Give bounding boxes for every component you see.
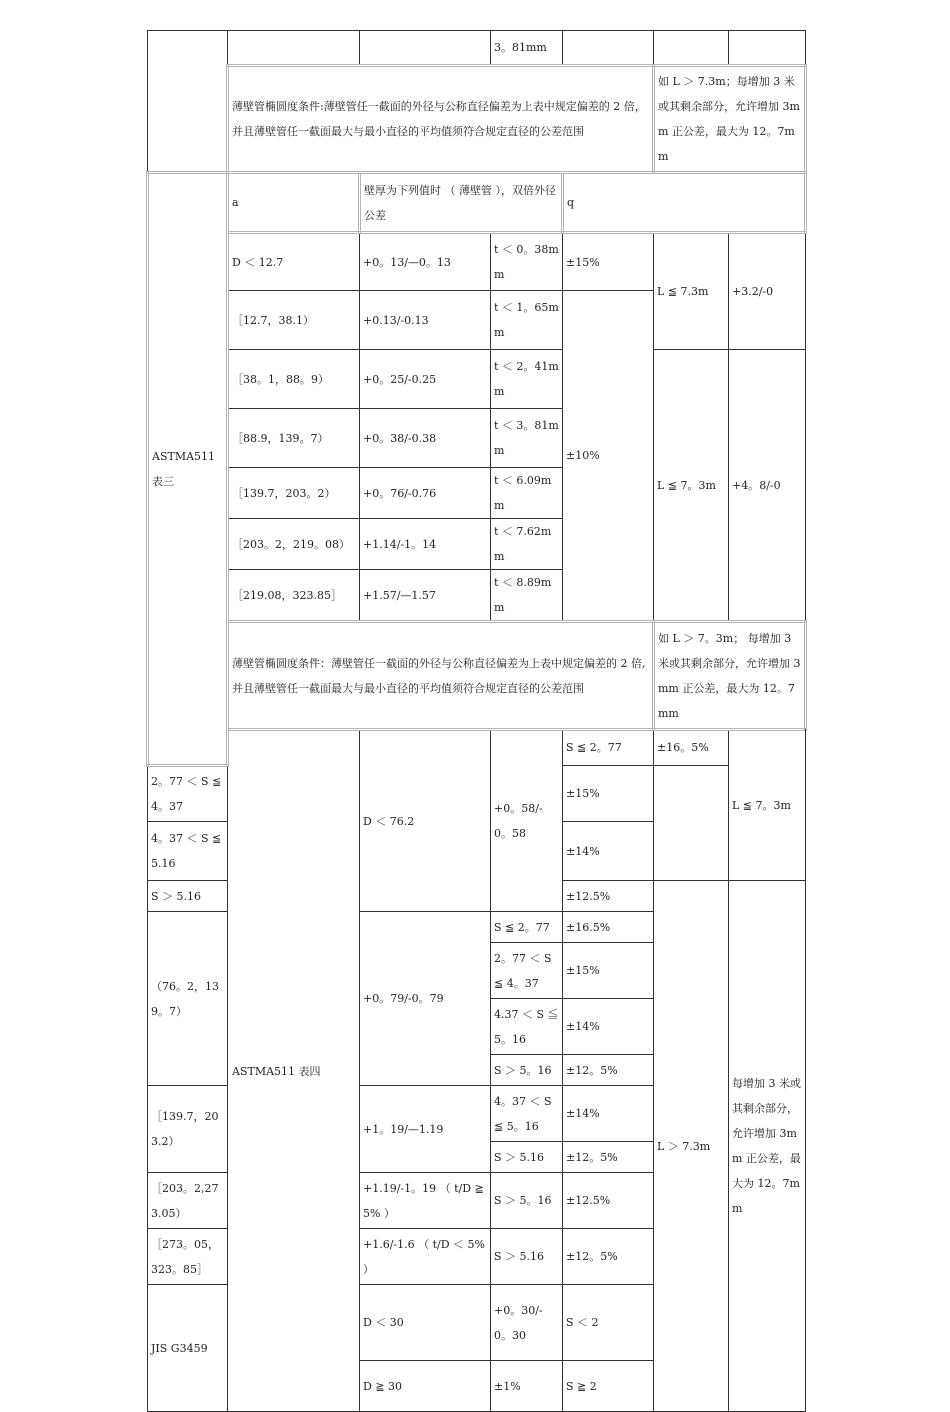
length-cell: L ≦ 7。3m <box>654 350 729 622</box>
tolerance-cell: +1。19/—1.19 <box>360 1086 491 1173</box>
length-cell <box>654 31 729 66</box>
table-row <box>148 350 806 409</box>
range-cell: D ＜ 12.7 <box>228 233 360 291</box>
tolerance-cell: +0。76/-0.76 <box>360 468 491 519</box>
tolerance-cell: ±1% <box>491 1361 563 1412</box>
range-cell: ［219.08，323.85］ <box>228 570 360 622</box>
table-row <box>148 233 806 291</box>
tolerance-cell: +1.14/-1。14 <box>360 519 491 570</box>
standard-label: JIS G3459 <box>148 1285 228 1412</box>
length-cell: L ＞ 7.3m <box>654 881 729 1412</box>
range-cell: ［203。2，219。08） <box>228 519 360 570</box>
wall-cell: S ＞ 5.16 <box>148 881 228 912</box>
range-cell: （76。2，139。7） <box>148 912 228 1086</box>
percent-cell: ±14% <box>563 1086 654 1142</box>
percent-cell: ±16。5% <box>654 730 729 766</box>
standard-label-cell <box>148 31 228 173</box>
percent-cell: ±16.5% <box>563 912 654 943</box>
wall-cell: 4。37 ＜ S ≦ 5.16 <box>148 822 228 881</box>
percent-cell: ±12.5% <box>563 1173 654 1229</box>
length-note: 如 L ＞ 7.3m；每增加 3 米或其剩余部分，允许增加 3mm 正公差，最大为 12。7mm <box>654 66 806 173</box>
tolerance-cell <box>360 31 491 66</box>
range-cell: D ≧ 30 <box>360 1361 491 1412</box>
wall-cell: S ＞ 5。16 <box>491 1055 563 1086</box>
percent-cell: ±15% <box>563 233 654 291</box>
wall-cell: 2。77 ＜ S ≦ 4。37 <box>148 765 228 822</box>
tolerance-cell: +0。79/-0。79 <box>360 912 491 1086</box>
standard-label: ASTMA511 表四 <box>228 730 360 1412</box>
ovality-note: 薄壁管椭圆度条件:薄壁管任一截面的外径与公称直径偏差为上表中规定偏差的 2 倍，并且薄壁管任一截面最大与最小直径的平均值须符合规定直径的公差范围 <box>228 66 654 173</box>
length-cell: L ≦ 7。3m <box>729 730 806 881</box>
table-row <box>148 622 806 730</box>
tolerance-cell: +1.57/—1.57 <box>360 570 491 622</box>
wall-cell: 3。81mm <box>491 31 563 66</box>
table-row <box>148 730 806 766</box>
length-tolerance-cell: 每增加 3 米或其剩余部分，允许增加 3mm 正公差，最大为 12。7mm <box>729 881 806 1412</box>
percent-cell <box>563 31 654 66</box>
range-cell: ［88.9，139。7） <box>228 409 360 468</box>
wall-cell: S ≧ 2 <box>563 1361 654 1412</box>
standard-label: ASTMA511 表三 <box>148 173 228 766</box>
range-cell: ［139.7，203.2） <box>148 1086 228 1173</box>
percent-cell: ±12。5% <box>563 1229 654 1285</box>
tolerance-cell: +0.13/-0.13 <box>360 291 491 350</box>
length-tolerance-cell: +3.2/-0 <box>729 233 806 350</box>
ovality-note: 薄壁管椭圆度条件：薄壁管任一截面的外径与公称直径偏差为上表中规定偏差的 2 倍,并且薄壁管任一截面最大与最小直径的平均值须符合规定直径的公差范围 <box>228 622 654 730</box>
tolerance-cell: +1.19/-1。19 （ t/D ≧ 5% ） <box>360 1173 491 1229</box>
percent-cell: ±14% <box>563 999 654 1055</box>
tolerance-cell: +1.6/-1.6 （ t/D ＜ 5% ） <box>360 1229 491 1285</box>
percent-cell: ±14% <box>563 822 654 881</box>
tolerance-cell: +0。25/-0.25 <box>360 350 491 409</box>
range-cell: ［38。1，88。9） <box>228 350 360 409</box>
table-row <box>148 173 806 233</box>
wall-cell: S ＞ 5.16 <box>491 1142 563 1173</box>
length-cell: L ≦ 7.3m <box>654 233 729 350</box>
range-cell: ［139.7，203。2） <box>228 468 360 519</box>
wall-cell: S ＞ 5.16 <box>491 1229 563 1285</box>
table-row <box>148 31 806 66</box>
wall-cell: t ＜ 0。38mm <box>491 233 563 291</box>
percent-cell: ±12.5% <box>563 881 654 912</box>
table-row <box>148 66 806 173</box>
wall-cell: t ＜ 8.89mm <box>491 570 563 622</box>
percent-cell: ±10% <box>563 291 654 622</box>
range-cell: ［203。2,273.05） <box>148 1173 228 1229</box>
length-tolerance-cell: +4。8/-0 <box>729 350 806 622</box>
tolerance-cell: +0。58/-0。58 <box>491 730 563 912</box>
wall-cell: S ≦ 2。77 <box>563 730 654 766</box>
range-cell: D ＜ 76.2 <box>360 730 491 912</box>
wall-cell: S ≦ 2。77 <box>491 912 563 943</box>
wall-cell: t ＜ 1。65mm <box>491 291 563 350</box>
percent-cell: ±12。5% <box>563 1142 654 1173</box>
wall-cell: 4.37 ＜ S ≦ 5。16 <box>491 999 563 1055</box>
range-cell <box>228 31 360 66</box>
length-note: 如 L ＞ 7。3m； 每增加 3 米或其剩余部分，允许增加 3mm 正公差，最大为 12。7mm <box>654 622 806 730</box>
percent-cell: ±15% <box>563 765 654 822</box>
wall-cell: 2。77 ＜ S ≦ 4。37 <box>491 943 563 999</box>
wall-cell: t ＜ 2。41mm <box>491 350 563 409</box>
range-cell: D ＜ 30 <box>360 1285 491 1361</box>
percent-cell: ±12。5% <box>563 1055 654 1086</box>
header-wall-thickness: 壁厚为下列值时 （ 薄壁管 ），双倍外径公差 <box>360 173 563 233</box>
wall-cell: S ＜ 2 <box>563 1285 654 1361</box>
wall-cell: 4。37 ＜ S ≦ 5。16 <box>491 1086 563 1142</box>
length-tolerance-cell <box>729 31 806 66</box>
tolerance-cell: +0。13/—0。13 <box>360 233 491 291</box>
wall-cell: t ＜ 3。81mm <box>491 409 563 468</box>
tolerance-table <box>146 30 806 1412</box>
tolerance-cell: +0。38/-0.38 <box>360 409 491 468</box>
header-q: q <box>563 173 806 233</box>
tolerance-cell: +0。30/-0。30 <box>491 1285 563 1361</box>
range-cell: ［12.7，38.1） <box>228 291 360 350</box>
range-cell: ［273。05，323。85］ <box>148 1229 228 1285</box>
wall-cell: t ＜ 6.09mm <box>491 468 563 519</box>
wall-cell: S ＞ 5。16 <box>491 1173 563 1229</box>
wall-cell: t ＜ 7.62mm <box>491 519 563 570</box>
percent-cell: ±15% <box>563 943 654 999</box>
header-a: a <box>228 173 360 233</box>
